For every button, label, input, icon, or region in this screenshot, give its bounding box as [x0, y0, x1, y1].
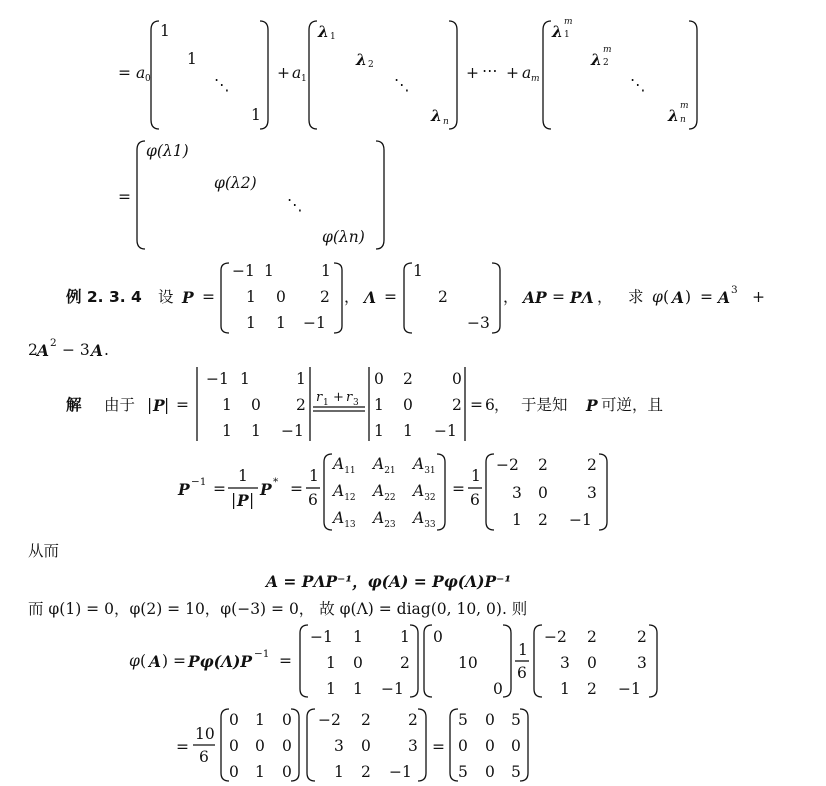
frac-den: 6: [517, 664, 527, 682]
comma: ，: [494, 396, 510, 414]
text-and-line: 而 φ(1) = 0，φ(2) = 10，φ(−3) = 0， 故 φ(Λ) = diag(0, 10, 0). 则: [28, 600, 528, 618]
det-bar: |: [231, 491, 237, 509]
frac-den: 6: [470, 491, 480, 509]
equals-sign: =: [176, 738, 189, 756]
matrix-entry: 0: [433, 628, 443, 646]
matrix-entry: 1: [403, 422, 413, 440]
matrix-entry: 1: [251, 106, 261, 124]
matrix-entry: 1: [264, 262, 274, 280]
matrix-entry: 1: [296, 370, 306, 388]
matrix-entry: 1: [326, 680, 336, 698]
adjugate-sup: *: [273, 476, 279, 488]
matrix-entry: 1: [251, 422, 261, 440]
matrix-entry: 10: [458, 654, 478, 672]
lambda-power: m: [603, 45, 612, 55]
left-paren: [306, 708, 316, 782]
equals-sign: =: [452, 480, 465, 498]
text-since: 由于: [104, 396, 136, 414]
matrix-entry: 1: [374, 396, 384, 414]
cofactor: $A_{22}$: [373, 482, 396, 504]
matrix-entry: 0: [485, 711, 495, 729]
frac-den: 6: [308, 491, 318, 509]
left-paren: [533, 624, 543, 698]
lambda-sub: 2: [603, 58, 609, 68]
left-paren: [423, 624, 433, 698]
phi-entry: φ(λn): [322, 228, 365, 246]
matrix-entry: 0: [229, 763, 239, 781]
det-bar: |: [249, 491, 255, 509]
right-paren: [259, 20, 269, 130]
matrix-entry: 1: [321, 262, 331, 280]
equals-sign: =: [700, 288, 713, 306]
matrix-entry: −1: [281, 422, 304, 440]
inverse-sup: −1: [191, 476, 207, 488]
matrix-name-P: P: [237, 491, 249, 510]
equals-sign: =: [173, 652, 186, 670]
matrix-entry: 3: [334, 737, 344, 755]
ddots: ⋱: [394, 76, 410, 94]
lambda-sub: 2: [368, 60, 374, 70]
text-therefore: 从而: [28, 542, 60, 560]
comma: ，: [597, 288, 613, 306]
matrix-entry: 0: [538, 484, 548, 502]
matrix-entry: −1: [381, 680, 404, 698]
cofactor: $A_{32}$: [413, 482, 436, 504]
coef-am: a: [522, 64, 532, 82]
equals-sign: =: [213, 480, 226, 498]
equals-sign: =: [176, 396, 189, 414]
matrix-entry: 0: [353, 654, 363, 672]
lambda-entry: λ: [431, 106, 442, 125]
right-paren: [290, 708, 300, 782]
matrix-entry: 0: [282, 763, 292, 781]
matrix-entry: 2: [320, 288, 330, 306]
inverse-sup: −1: [254, 648, 270, 660]
plus-sign: +: [752, 288, 765, 306]
matrix-entry: 2: [587, 680, 597, 698]
matrix-name-A: A: [718, 288, 731, 307]
plus-sign: +: [277, 64, 290, 82]
matrix-entry: 2: [296, 396, 306, 414]
exponent: 3: [731, 284, 738, 296]
frac-num: 1: [518, 641, 528, 659]
matrix-name-P: P: [586, 396, 598, 415]
matrix-entry: −1: [206, 370, 229, 388]
lambda-power: m: [564, 17, 573, 27]
matrix-entry: 0: [255, 737, 265, 755]
cdots: ⋯: [482, 62, 498, 80]
lambda-power: m: [680, 101, 689, 111]
row-op-plus: +: [333, 390, 344, 405]
row-op-r3: r: [346, 390, 353, 405]
matrix-name-P: P: [260, 480, 272, 499]
coef-a0-sub: 0: [145, 74, 151, 84]
matrix-entry: 2: [361, 763, 371, 781]
matrix-entry: 2: [403, 370, 413, 388]
matrix-name-A: A: [37, 341, 50, 360]
matrix-entry: −2: [544, 628, 567, 646]
lambda-sub: 1: [564, 30, 570, 40]
lambda-entry: λ: [591, 50, 602, 69]
fraction-bar: [193, 744, 215, 746]
matrix-entry: 1: [255, 763, 265, 781]
matrix-entry: 1: [255, 711, 265, 729]
coef-a1-sub: 1: [301, 74, 307, 84]
matrix-entry: 3: [587, 484, 597, 502]
det-bar: |: [164, 396, 170, 414]
matrix-entry: 1: [400, 628, 410, 646]
phi-symbol: φ: [652, 288, 663, 306]
text-conclude: 于是知: [521, 396, 568, 414]
matrix-entry: 0: [229, 711, 239, 729]
equals-sign: =: [202, 288, 215, 306]
matrix-entry: 2: [452, 396, 462, 414]
cofactor: $A_{33}$: [413, 509, 436, 531]
matrix-entry: 0: [282, 737, 292, 755]
matrix-entry: 1: [560, 680, 570, 698]
row-op-r1: r: [316, 390, 323, 405]
left-paren: [323, 453, 333, 531]
matrix-name-P: P: [178, 480, 190, 499]
matrix-entry: 3: [637, 654, 647, 672]
left-paren: [485, 453, 495, 531]
rparen: ): [162, 652, 169, 670]
det-value: 6: [485, 396, 495, 414]
matrix-entry: −2: [496, 456, 519, 474]
matrix-entry: 0: [511, 737, 521, 755]
matrix-entry: 0: [485, 763, 495, 781]
frac-num: 1: [309, 467, 319, 485]
lambda-sub: n: [680, 115, 686, 125]
matrix-name-P: P: [182, 288, 194, 307]
right-paren: [502, 624, 512, 698]
matrix-entry: 1: [187, 50, 197, 68]
equals-sign: =: [290, 480, 303, 498]
matrix-entry: −1: [232, 262, 255, 280]
lambda-entry: λ: [552, 22, 563, 41]
matrix-name-Lambda: Λ: [364, 288, 377, 307]
left-paren: [136, 140, 146, 250]
left-paren: [150, 20, 160, 130]
cofactor: $A_{21}$: [373, 455, 396, 477]
matrix-name-A: A: [672, 288, 685, 307]
matrix-entry: 0: [251, 396, 261, 414]
right-paren: [491, 262, 501, 334]
text-ask: 求: [628, 288, 644, 306]
row-op-sub: 3: [353, 398, 359, 408]
matrix-entry: 0: [493, 680, 503, 698]
matrix-entry: 5: [511, 711, 521, 729]
equals-sign: =: [432, 738, 445, 756]
matrix-entry: 0: [587, 654, 597, 672]
matrix-entry: 1: [374, 422, 384, 440]
matrix-entry: 0: [361, 737, 371, 755]
matrix-entry: 5: [458, 763, 468, 781]
exponent: 2: [50, 337, 57, 349]
matrix-entry: −1: [434, 422, 457, 440]
matrix-name-A: A: [91, 341, 104, 360]
coef-a0: a: [136, 64, 146, 82]
matrix-entry: 3: [512, 484, 522, 502]
det-left-bar: [196, 367, 200, 441]
lambda-entry: λ: [356, 50, 367, 69]
matrix-entry: 1: [334, 763, 344, 781]
matrix-entry: 1: [240, 370, 250, 388]
period: .: [104, 341, 109, 359]
matrix-entry: −3: [467, 314, 490, 332]
right-paren: [375, 140, 385, 250]
left-paren: [299, 624, 309, 698]
matrix-entry: 2: [538, 511, 548, 529]
det-right-bar: [309, 367, 313, 441]
fraction-bar: [228, 487, 258, 489]
lambda-entry: λ: [668, 106, 679, 125]
det-left-bar: [368, 367, 372, 441]
matrix-entry: 5: [458, 711, 468, 729]
coef-den: 6: [199, 748, 209, 766]
ddots: ⋱: [630, 76, 646, 94]
matrix-entry: 2: [587, 456, 597, 474]
matrix-entry: 2: [400, 654, 410, 672]
minus-three: − 3: [62, 341, 90, 359]
equation-line: A = PΛP⁻¹，φ(A) = Pφ(Λ)P⁻¹: [266, 572, 512, 591]
phi-symbol: φ: [129, 652, 140, 670]
matrix-entry: 2: [538, 456, 548, 474]
right-paren: [448, 20, 458, 130]
matrix-entry: 5: [511, 763, 521, 781]
coef-am-sub: m: [531, 74, 540, 84]
matrix-entry: 0: [452, 370, 462, 388]
matrix-entry: 1: [512, 511, 522, 529]
ddots: ⋱: [214, 76, 230, 94]
equals-sign: =: [552, 288, 565, 306]
right-paren: [417, 708, 427, 782]
matrix-entry: 0: [282, 711, 292, 729]
matrix-entry: 1: [353, 680, 363, 698]
right-paren: [598, 453, 608, 531]
lambda-entry: λ: [318, 22, 329, 41]
coef-a1: a: [292, 64, 302, 82]
cofactor: $A_{13}$: [333, 509, 356, 531]
matrix-entry: 1: [246, 288, 256, 306]
matrix-entry: 0: [229, 737, 239, 755]
fraction-bar: [468, 487, 482, 489]
double-equals: [313, 406, 365, 412]
matrix-entry: 0: [458, 737, 468, 755]
equals-sign: =: [384, 288, 397, 306]
cofactor: $A_{12}$: [333, 482, 356, 504]
matrix-entry: 2: [587, 628, 597, 646]
lambda-sub: 1: [330, 32, 336, 42]
matrix-entry: 2: [438, 288, 448, 306]
right-paren: [648, 624, 658, 698]
fraction-bar: [306, 487, 320, 489]
text-invertible: 可逆，且: [601, 396, 664, 414]
equals-sign: =: [118, 188, 131, 206]
phi-entry: φ(λ2): [214, 174, 257, 192]
text-AP: AP: [523, 288, 547, 307]
ddots: ⋱: [287, 196, 303, 214]
text-P-phi-Lambda-Pinv: Pφ(Λ)P: [188, 652, 253, 671]
right-paren: [519, 708, 529, 782]
coef-2: 2: [28, 341, 38, 359]
matrix-entry: −1: [303, 314, 326, 332]
text-PLambda: PΛ: [570, 288, 594, 307]
frac-num: 1: [471, 467, 481, 485]
cofactor: $A_{23}$: [373, 509, 396, 531]
matrix-entry: 2: [637, 628, 647, 646]
right-paren: [409, 624, 419, 698]
plus-sign: +: [466, 64, 479, 82]
right-paren: [333, 262, 343, 334]
matrix-entry: 1: [326, 654, 336, 672]
left-paren: [403, 262, 413, 334]
text-set: 设: [158, 288, 174, 306]
row-op-sub: 1: [323, 398, 329, 408]
det-right-bar: [464, 367, 468, 441]
left-paren: [220, 262, 230, 334]
matrix-entry: 0: [276, 288, 286, 306]
equals-sign: =: [279, 652, 292, 670]
right-paren: [436, 453, 446, 531]
matrix-entry: 0: [403, 396, 413, 414]
lambda-sub: n: [443, 117, 449, 127]
matrix-entry: 2: [361, 711, 371, 729]
matrix-entry: −1: [310, 628, 333, 646]
matrix-entry: 1: [353, 628, 363, 646]
equals-sign: =: [118, 64, 131, 82]
phi-entry: φ(λ1): [146, 142, 189, 160]
matrix-entry: 2: [408, 711, 418, 729]
matrix-entry: −1: [389, 763, 412, 781]
matrix-entry: 1: [222, 422, 232, 440]
example-label: 例 2. 3. 4: [66, 288, 142, 306]
right-paren: [688, 20, 698, 130]
solution-label: 解: [66, 396, 82, 414]
equals-sign: =: [470, 396, 483, 414]
matrix-entry: −2: [318, 711, 341, 729]
matrix-entry: 3: [560, 654, 570, 672]
left-paren: [542, 20, 552, 130]
matrix-entry: 1: [413, 262, 423, 280]
rparen: ): [685, 288, 692, 306]
det-bar: |: [147, 396, 153, 414]
matrix-entry: 3: [408, 737, 418, 755]
matrix-name-P: P: [153, 396, 165, 415]
matrix-entry: 1: [160, 22, 170, 40]
matrix-entry: −1: [618, 680, 641, 698]
plus-sign: +: [506, 64, 519, 82]
matrix-entry: 0: [485, 737, 495, 755]
matrix-entry: 0: [374, 370, 384, 388]
matrix-entry: 1: [246, 314, 256, 332]
cofactor: $A_{11}$: [333, 455, 356, 477]
coef-num: 10: [195, 725, 215, 743]
matrix-name-A: A: [149, 652, 162, 671]
comma: ，: [344, 288, 360, 306]
lparen: (: [140, 652, 147, 670]
fraction-bar: [515, 660, 529, 662]
matrix-entry: 1: [222, 396, 232, 414]
matrix-entry: −1: [569, 511, 592, 529]
comma: ，: [503, 288, 519, 306]
lparen: (: [663, 288, 670, 306]
left-paren: [308, 20, 318, 130]
frac-num: 1: [238, 467, 248, 485]
matrix-entry: 1: [276, 314, 286, 332]
cofactor: $A_{31}$: [413, 455, 436, 477]
